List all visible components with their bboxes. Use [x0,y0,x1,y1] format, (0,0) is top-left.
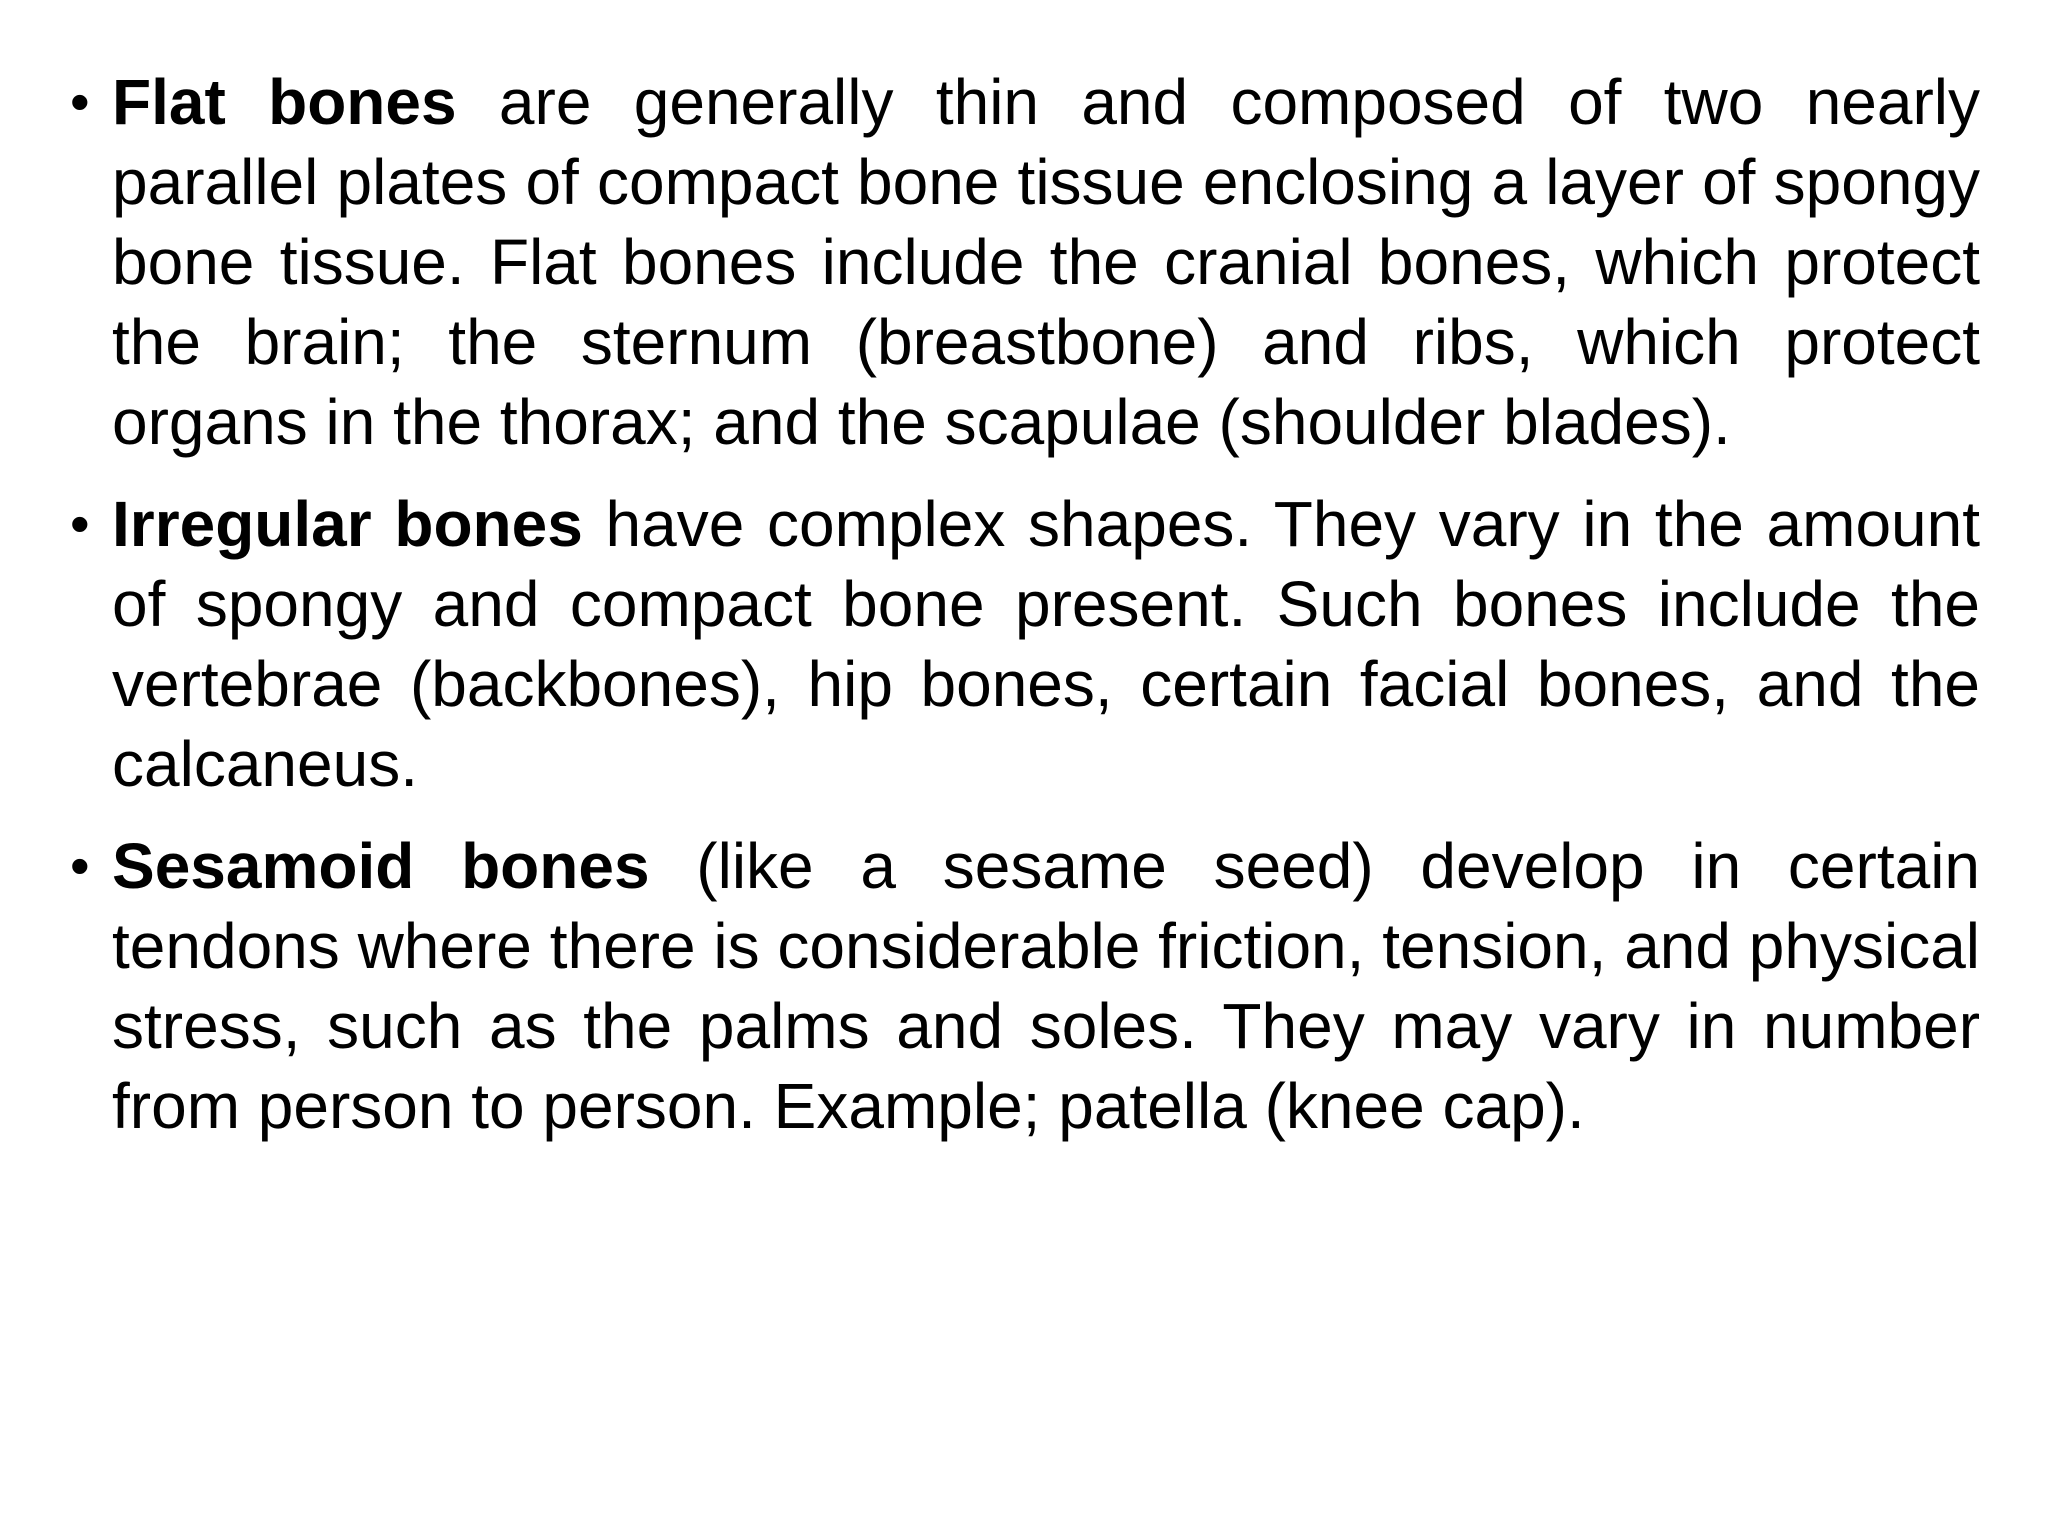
bullet-marker: • [70,70,90,133]
bullet-marker: • [70,492,90,555]
bullet-text: (like a sesame seed) develop in certain tendons where there is considerable friction, tension, and physical stress, such as the palms and soles. They may vary in number from person to person. Example; patella (knee cap). [112,830,1981,1142]
bullet-term: Sesamoid bones [112,830,650,902]
bullet-list [70,62,1980,1168]
bullet-sesamoid-bones [70,826,1980,1146]
bullet-text: are generally thin and composed of two nearly parallel plates of compact bone tissue enclosing a layer of spongy bone tissue. Flat bones include the cranial bones, which protect the brain; the sternum (breastbone) and ribs, which protect organs in the thorax; and the scapulae (shoulder blades). [112,66,1981,458]
bullet-marker: • [70,834,90,897]
bullet-term: Irregular bones [112,488,583,560]
bullet-text: have complex shapes. They vary in the amount of spongy and compact bone present. Such bones include the vertebrae (backbones), hip bones, certain facial bones, and the calcaneus. [112,488,1981,800]
bullet-irregular-bones [70,484,1980,804]
bullet-term: Flat bones [112,66,457,138]
bullet-flat-bones [70,62,1980,462]
